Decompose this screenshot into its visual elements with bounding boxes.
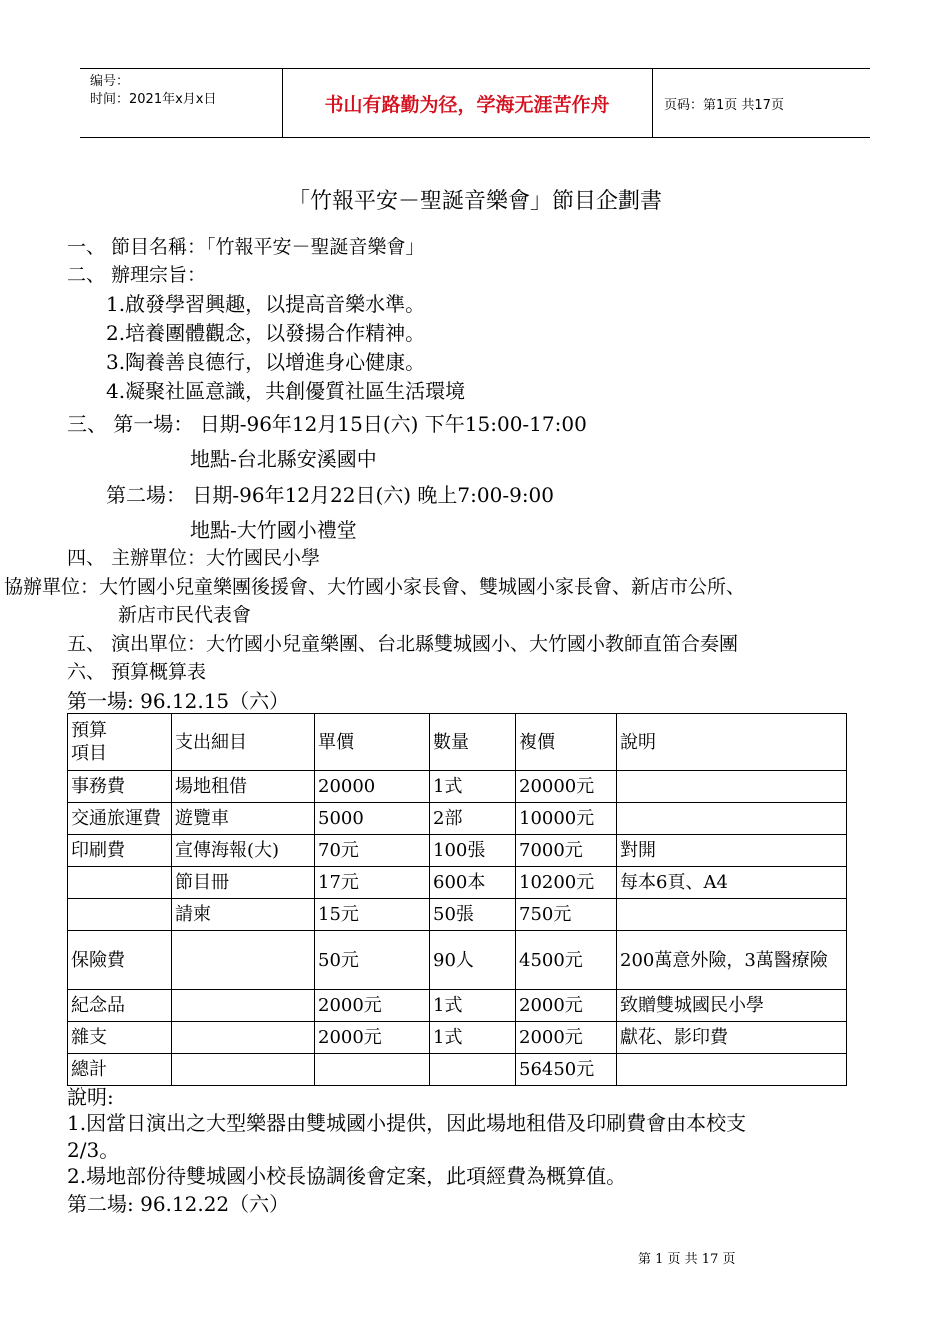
- table-cell: 10000元: [516, 803, 617, 835]
- session2-location: 地點-大竹國小禮堂: [190, 518, 357, 542]
- section-budget-heading: 六、 預算概算表: [67, 661, 207, 683]
- header-cell: 數量: [430, 714, 516, 771]
- table-cell: 50張: [430, 899, 516, 931]
- document-header: [80, 68, 870, 138]
- purpose-item: 4.凝聚社區意識，共創優質社區生活環境: [106, 379, 466, 403]
- table-row: [68, 867, 847, 899]
- purpose-item: 1.啟發學習興趣，以提高音樂水準。: [106, 292, 426, 316]
- header-divider: [652, 69, 653, 137]
- table-cell: 4500元: [516, 931, 617, 990]
- table-cell: 宣傳海報(大): [172, 835, 315, 867]
- table-cell: [172, 1054, 315, 1086]
- header-cell: 說明: [617, 714, 847, 771]
- section-purpose-heading: 二、 辦理宗旨：: [67, 264, 207, 286]
- table-cell: 56450元: [516, 1054, 617, 1086]
- co-organizers: 協辦單位：大竹國小兒童樂團後援會、大竹國小家長會、雙城國小家長會、新店市公所、: [4, 576, 746, 598]
- table-cell: 事務費: [68, 771, 172, 803]
- table-cell: [315, 1054, 430, 1086]
- co-organizers-cont: 新店市民代表會: [118, 604, 252, 626]
- header-date: 时间：2021年x月x日: [90, 92, 217, 107]
- note-item: 1.因當日演出之大型樂器由雙城國小提供，因此場地租借及印刷費會由本校支: [67, 1111, 747, 1135]
- table-cell: 70元: [315, 835, 430, 867]
- section-organizer: 四、 主辦單位：大竹國民小學: [67, 547, 321, 569]
- table-cell: 10200元: [516, 867, 617, 899]
- purpose-item: 2.培養團體觀念，以發揚合作精神。: [106, 321, 426, 345]
- header-cell: 單價: [315, 714, 430, 771]
- session1-location: 地點-台北縣安溪國中: [190, 447, 377, 471]
- table-cell: 保險費: [68, 931, 172, 990]
- table-cell: 雜支: [68, 1022, 172, 1054]
- table-cell: 50元: [315, 931, 430, 990]
- table-cell: [172, 1022, 315, 1054]
- table-cell: [68, 899, 172, 931]
- table-cell: 20000元: [516, 771, 617, 803]
- header-cell: 複價: [516, 714, 617, 771]
- header-cell: [68, 714, 172, 771]
- table-row: [68, 803, 847, 835]
- table-cell: 紀念品: [68, 990, 172, 1022]
- table-cell: 每本6頁、A4: [617, 867, 847, 899]
- table-cell: 2部: [430, 803, 516, 835]
- table-cell: 2000元: [516, 990, 617, 1022]
- table-cell: 1式: [430, 1022, 516, 1054]
- table-cell: 場地租借: [172, 771, 315, 803]
- table-cell: 致贈雙城國民小學: [617, 990, 847, 1022]
- document-title: 「竹報平安－聖誕音樂會」節目企劃書: [287, 189, 662, 214]
- table-cell: 交通旅運費: [68, 803, 172, 835]
- table-row: [68, 835, 847, 867]
- table-cell: 7000元: [516, 835, 617, 867]
- purpose-item: 3.陶養善良德行，以增進身心健康。: [106, 350, 426, 374]
- table-cell: 請柬: [172, 899, 315, 931]
- page-footer: 第 1 页 共 17 页: [638, 1252, 736, 1267]
- budget-table: [67, 713, 847, 1086]
- table-row: [68, 990, 847, 1022]
- table-cell: 總計: [68, 1054, 172, 1086]
- header-cell: 支出細目: [172, 714, 315, 771]
- table-cell: [172, 931, 315, 990]
- table-row: [68, 771, 847, 803]
- section-program-name: 一、 節目名稱：「竹報平安－聖誕音樂會」: [67, 236, 425, 258]
- table-cell: 15元: [315, 899, 430, 931]
- session1-date: 三、 第一場： 日期-96年12月15日(六) 下午15:00-17:00: [67, 412, 587, 436]
- table-row: [68, 1022, 847, 1054]
- table-cell: 750元: [516, 899, 617, 931]
- table-cell: 20000: [315, 771, 430, 803]
- table-cell: 遊覽車: [172, 803, 315, 835]
- header-page-info: 页码：第1页 共17页: [664, 97, 784, 113]
- table-cell: 5000: [315, 803, 430, 835]
- table-cell: 印刷費: [68, 835, 172, 867]
- session1-budget-heading: 第一場: 96.12.15（六）: [67, 689, 290, 713]
- table-cell: 獻花、影印費: [617, 1022, 847, 1054]
- table-cell: 1式: [430, 771, 516, 803]
- header-motto: 书山有路勤为径，学海无涯苦作舟: [324, 93, 610, 116]
- note-item-cont: 2/3。: [67, 1138, 120, 1162]
- table-row-total: [68, 1054, 847, 1086]
- table-cell: [617, 1054, 847, 1086]
- table-cell: 100張: [430, 835, 516, 867]
- table-cell: 200萬意外險，3萬醫療險: [617, 931, 847, 990]
- table-cell: 90人: [430, 931, 516, 990]
- note-item: 2.場地部份待雙城國小校長協調後會定案，此項經費為概算值。: [67, 1164, 627, 1188]
- table-cell: 2000元: [516, 1022, 617, 1054]
- table-cell: 17元: [315, 867, 430, 899]
- session2-budget-heading: 第二場: 96.12.22（六）: [67, 1192, 290, 1216]
- table-cell: 1式: [430, 990, 516, 1022]
- table-cell: [617, 771, 847, 803]
- table-cell: 2000元: [315, 1022, 430, 1054]
- session2-date: 第二場： 日期-96年12月22日(六) 晚上7:00-9:00: [106, 483, 555, 507]
- notes-heading: 說明:: [67, 1085, 114, 1109]
- header-number: 编号：: [90, 74, 130, 89]
- table-cell: [617, 899, 847, 931]
- header-cell-text: 預算 項目: [71, 720, 107, 764]
- table-row: [68, 899, 847, 931]
- table-cell: 節目冊: [172, 867, 315, 899]
- table-cell: 600本: [430, 867, 516, 899]
- header-info: [90, 73, 216, 109]
- table-cell: [617, 803, 847, 835]
- section-performers: 五、 演出單位：大竹國小兒童樂團、台北縣雙城國小、大竹國小教師直笛合奏團: [67, 633, 739, 655]
- table-row: [68, 931, 847, 990]
- table-header-row: [68, 714, 847, 771]
- table-cell: [68, 867, 172, 899]
- table-cell: 對開: [617, 835, 847, 867]
- table-cell: 2000元: [315, 990, 430, 1022]
- table-cell: [430, 1054, 516, 1086]
- table-cell: [172, 990, 315, 1022]
